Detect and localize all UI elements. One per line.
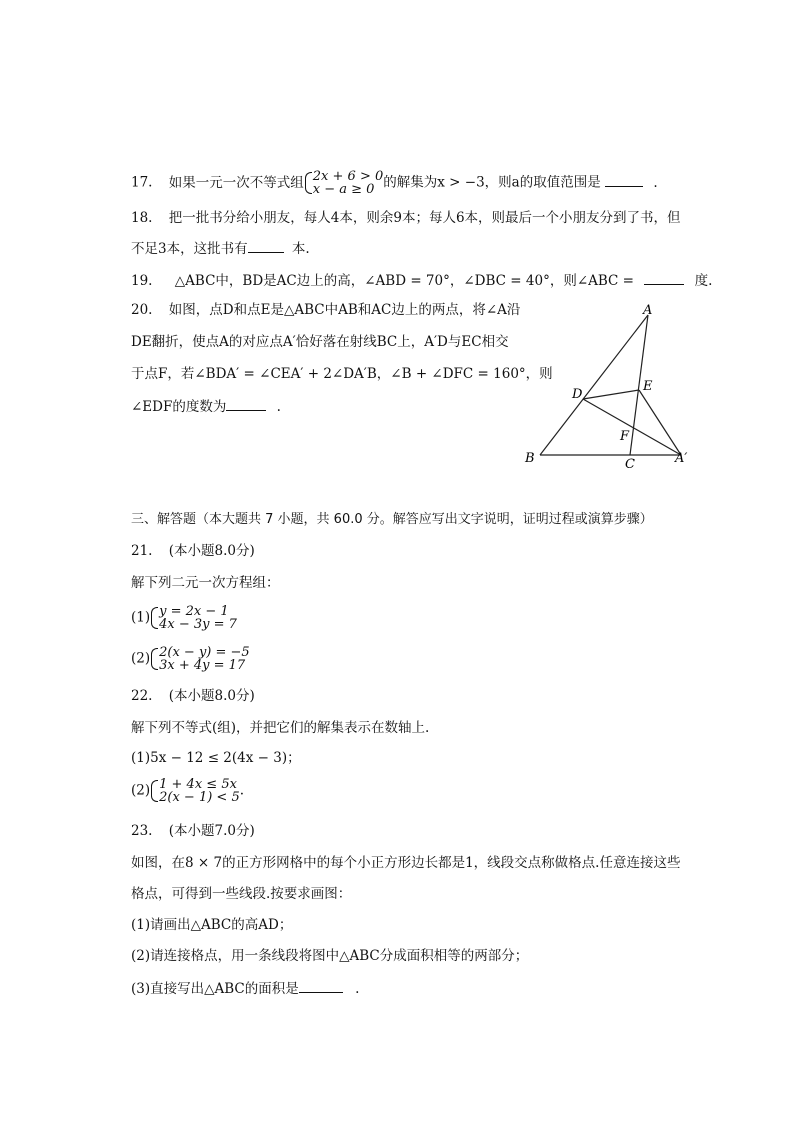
question-20-line3: 于点F，若∠BDA′ = ∠CEA′ + 2∠DA′B，∠B + ∠DFC = 160°，则 <box>131 366 553 382</box>
question-20 <box>131 300 520 320</box>
segment-BA <box>540 315 648 455</box>
question-21-instruction: 解下列二元一次方程组： <box>131 575 280 591</box>
equation-system: 2(x − y) = −5 3x + 4y = 17 <box>150 646 250 672</box>
question-number: 21. <box>131 543 153 559</box>
label-E: E <box>643 379 653 394</box>
question-23-line2: 格点，可得到一些线段.按要求画图： <box>131 886 352 902</box>
label-C: C <box>625 457 635 472</box>
label-F: F <box>620 429 630 444</box>
question-23-part3: (3)直接写出△ABC的面积是 . <box>131 978 359 999</box>
question-text: 如果一元一次不等式组 <box>168 174 304 191</box>
answer-blank[interactable] <box>226 396 266 411</box>
question-21-part2: (2) 2(x − y) = −5 3x + 4y = 17 <box>131 645 250 673</box>
question-21-header <box>131 541 255 561</box>
question-23-header <box>131 821 255 841</box>
question-number: 20. <box>131 302 153 318</box>
question-number: 22. <box>131 688 153 704</box>
inequality-system: 1 + 4x ≤ 5x 2(x − 1) < 5 <box>150 778 240 804</box>
question-number: 23. <box>131 823 153 839</box>
question-18-line2: 不足3本，这批书有 本. <box>131 238 310 259</box>
segment-DE <box>583 390 639 399</box>
question-22-instruction: 解下列不等式(组)，并把它们的解集表示在数轴上. <box>131 720 430 736</box>
question-score: (本小题7.0分) <box>168 823 255 839</box>
question-20-line4: ∠EDF的度数为 . <box>131 396 281 417</box>
label-B: B <box>525 451 535 466</box>
question-score: (本小题8.0分) <box>168 543 255 559</box>
question-text: 如图，点D和点E是△ABC中AB和AC边上的两点，将∠A沿 <box>168 302 521 318</box>
label-A-prime: A′ <box>675 451 688 466</box>
question-23-line1: 如图，在8 × 7的正方形网格中的每个小正方形边长都是1，线段交点称做格点.任意连接这些 <box>131 855 681 871</box>
label-D: D <box>572 387 583 402</box>
question-17: 17. 如果一元一次不等式组 2x + 6 > 0 x − a ≥ 0 的解集为x > −3，则a的取值范围是 . <box>131 169 658 197</box>
question-22-part2: (2) 1 + 4x ≤ 5x 2(x − 1) < 5 . <box>131 777 245 805</box>
question-text-cont: 的解集为x > −3，则a的取值范围是 <box>383 174 601 191</box>
triangle-figure <box>515 300 705 475</box>
question-text: △ABC中，BD是AC边上的高，∠ABD = 70°，∠DBC = 40°，则∠ABC = <box>174 273 634 289</box>
segment-EA2 <box>639 390 681 455</box>
segment-DA2 <box>583 399 681 455</box>
inequality-system: 2x + 6 > 0 x − a ≥ 0 <box>304 170 383 196</box>
question-22-header <box>131 686 255 706</box>
question-22-part1: (1)5x − 12 ≤ 2(4x − 3)； <box>131 750 301 766</box>
question-23-part1: (1)请画出△ABC的高AD； <box>131 917 293 933</box>
question-23-part2: (2)请连接格点，用一条线段将图中△ABC分成面积相等的两部分； <box>131 948 529 964</box>
label-A: A <box>643 303 653 318</box>
equation-system: y = 2x − 1 4x − 3y = 7 <box>150 605 237 631</box>
question-number: 18. <box>131 210 153 226</box>
section-heading: 三、解答题（本大题共 7 小题，共 60.0 分。解答应写出文字说明，证明过程或演算步骤） <box>131 512 653 527</box>
question-score: (本小题8.0分) <box>168 688 255 704</box>
question-19: 19. △ABC中，BD是AC边上的高，∠ABD = 70°，∠DBC = 40°，则∠ABC = 度. <box>131 270 712 291</box>
question-21-part1: (1) y = 2x − 1 4x − 3y = 7 <box>131 604 237 632</box>
question-number: 19. <box>131 273 153 289</box>
answer-blank[interactable] <box>605 172 643 187</box>
question-18 <box>131 208 681 228</box>
answer-blank[interactable] <box>248 238 284 253</box>
question-20-line2: DE翻折，使点A的对应点A′恰好落在射线BC上，A′D与EC相交 <box>131 334 509 350</box>
question-text: 把一批书分给小朋友，每人4本，则余9本；每人6本，则最后一个小朋友分到了书，但 <box>168 210 681 226</box>
answer-blank[interactable] <box>299 978 343 993</box>
answer-blank[interactable] <box>644 270 684 285</box>
question-number: 17. <box>131 174 153 191</box>
